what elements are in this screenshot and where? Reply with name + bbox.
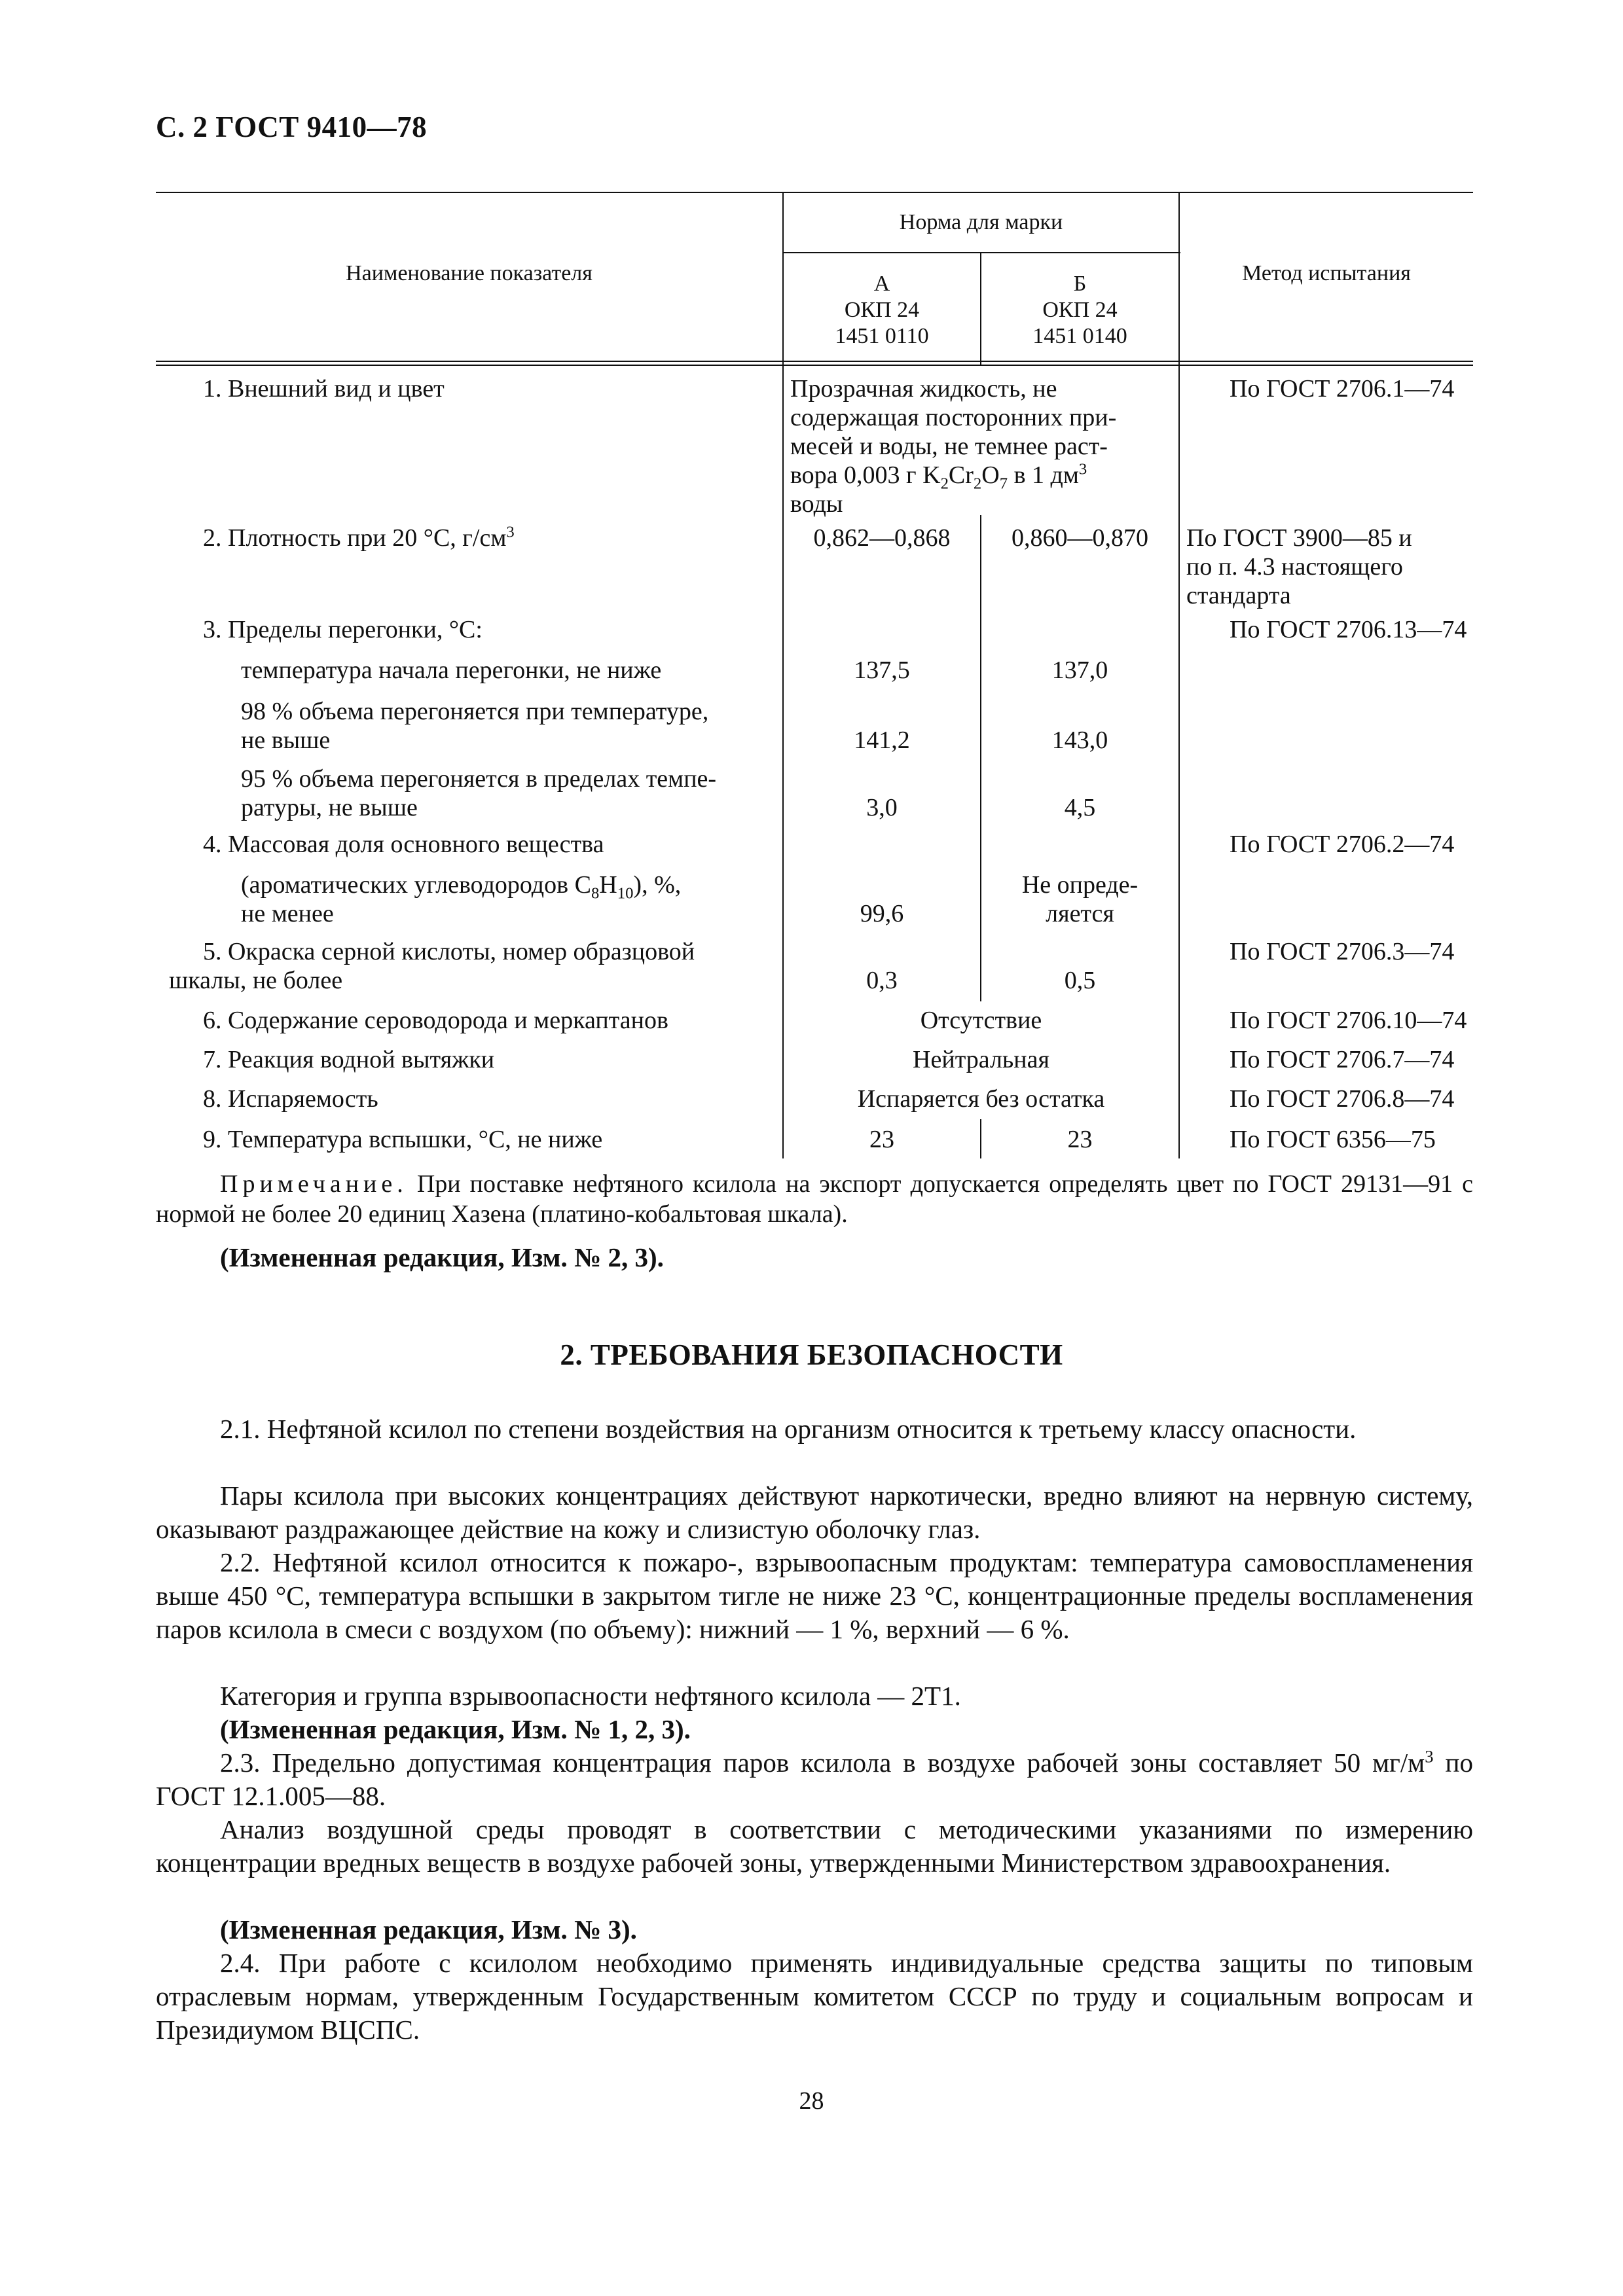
row-3-name: 3. Пределы перегонки, °С:	[203, 616, 483, 643]
header-grade-a	[784, 271, 980, 350]
row-3-95-grade-b: 4,5	[1064, 794, 1096, 821]
row-4-name: 4. Массовая доля основного вещества	[203, 831, 604, 858]
row-4-method: По ГОСТ 2706.2—74	[1230, 831, 1455, 858]
row-1-name: 1. Внешний вид и цвет	[203, 375, 445, 403]
row-2-grade-b: 0,860—0,870	[1012, 524, 1148, 552]
row-5-grade-b: 0,5	[1064, 967, 1096, 994]
row-9-name: 9. Температура вспышки, °С, не ниже	[203, 1126, 603, 1153]
paragraph-category: Категория и группа взрывоопасности нефтяного ксилола — 2Т1.	[220, 1681, 961, 1711]
revision-note-1: (Измененная редакция, Изм. № 2, 3).	[220, 1242, 664, 1272]
grade-b-code: 1451 0140	[1032, 324, 1127, 348]
paragraph-2-3: 2.3. Предельно допустимая концентрация паров ксилола в воздухе рабочей зоны составляет 50 $мг/м^3$ по ГОСТ 12.1.005—88.	[156, 1746, 1473, 1811]
column-divider-3	[1178, 192, 1180, 1158]
paragraph-2-4: 2.4. При работе с ксилолом необходимо применять индивидуальные средства защиты по типовым отраслевым нормам, утвержденным Государственным комитетом СССР по труду и социальным вопросам и Президиумом ВЦСПС.	[156, 1948, 1473, 2045]
row-7-norm: Нейтральная	[913, 1046, 1049, 1073]
row-8-name: 8. Испаряемость	[203, 1085, 378, 1113]
row-4-grade-a: 99,6	[860, 900, 904, 927]
paragraph-2-1: 2.1. Нефтяной ксилол по степени воздействия на организм относится к третьему классу опасности.	[220, 1414, 1357, 1444]
note-text: При поставке нефтяного ксилола на экспорт допускается определять цвет по ГОСТ 29131—91 с нормой не более 20 единиц Хазена (платино-кобальтовая шкала).	[156, 1170, 1473, 1228]
row-1-norm: Прозрачная жидкость, не содержащая посторонних при- месей и воды, не темнее раст- вора 0,003 г $K_2Cr_2O_7$ в 1 $дм^3$ воды	[790, 375, 1117, 518]
header-bottom-rule-1	[156, 361, 1473, 362]
row-7-method: По ГОСТ 2706.7—74	[1230, 1046, 1455, 1073]
row-3-95-grade-a: 3,0	[866, 794, 898, 821]
row-5-grade-a: 0,3	[866, 967, 898, 994]
header-grade-b	[981, 271, 1178, 350]
row-8-method: По ГОСТ 2706.8—74	[1230, 1085, 1455, 1113]
page-header: С. 2 ГОСТ 9410—78	[156, 111, 428, 143]
row-3-98-grade-b: 143,0	[1051, 726, 1108, 754]
row-5-name: 5. Окраска серной кислоты, номер образцовой шкалы, не более	[169, 938, 695, 994]
note-label: Примечание.	[220, 1170, 408, 1198]
table-top-rule	[156, 192, 1473, 193]
table-note	[156, 1169, 1473, 1229]
row-2-method: По ГОСТ 3900—85 и по п. 4.3 настоящего стандарта	[1186, 524, 1412, 609]
section-title: 2. ТРЕБОВАНИЯ БЕЗОПАСНОСТИ	[560, 1338, 1063, 1371]
row-6-name: 6. Содержание сероводорода и меркаптанов	[203, 1007, 668, 1034]
row-3-95-name: 95 % объема перегоняется в пределах темпе- ратуры, не выше	[241, 765, 717, 821]
row-3-method: По ГОСТ 2706.13—74	[1230, 616, 1467, 643]
row-3-98-grade-a: 141,2	[854, 726, 910, 754]
header-indicator: Наименование показателя	[346, 261, 593, 285]
paragraph-2-2: 2.2. Нефтяной ксилол относится к пожаро-, взрывоопасным продуктам: температура самовоспламенения выше 450 °С, температура вспышки в закрытом тигле не ниже 23 °С, концентрационные пределы воспламенения паров ксилола в смеси с воздухом (по объему): нижний — 1 %, верхний — 6 %.	[156, 1547, 1473, 1644]
row-4-aromatics-name: (ароматических углеводородов $C_8H_{10}$), %, не менее	[241, 871, 682, 927]
revision-note-2: (Измененная редакция, Изм. № 1, 2, 3).	[220, 1714, 691, 1744]
row-6-method: По ГОСТ 2706.10—74	[1230, 1007, 1467, 1034]
row-3-start-temp-grade-a: 137,5	[854, 656, 910, 684]
grade-b-letter: Б	[1073, 272, 1087, 296]
row-6-norm: Отсутствие	[920, 1007, 1042, 1034]
grade-a-okp: ОКП 24	[844, 298, 920, 322]
row-2-name: 2. Плотность при 20 °С, $г/см^3$	[203, 523, 515, 552]
row-9-grade-a: 23	[869, 1126, 894, 1153]
paragraph-analysis: Анализ воздушной среды проводят в соответствии с методическими указаниями по измерению концентрации вредных веществ в воздухе рабочей зоны, утвержденными Министерством здравоохранения.	[156, 1814, 1473, 1878]
row-7-name: 7. Реакция водной вытяжки	[203, 1046, 495, 1073]
row-9-method: По ГОСТ 6356—75	[1230, 1126, 1436, 1153]
row-5-method: По ГОСТ 2706.3—74	[1230, 938, 1455, 965]
row-3-98-name: 98 % объема перегоняется при температуре, не выше	[241, 698, 709, 754]
grade-a-code: 1451 0110	[835, 324, 929, 348]
grade-b-okp: ОКП 24	[1042, 298, 1118, 322]
header-bottom-rule-2	[156, 365, 1473, 366]
header-norm: Норма для марки	[899, 210, 1063, 234]
row-4-grade-b: Не опреде- ляется	[1021, 871, 1139, 927]
page-number: 28	[799, 2087, 824, 2115]
revision-note-3: (Измененная редакция, Изм. № 3).	[220, 1914, 637, 1945]
row-1-method: По ГОСТ 2706.1—74	[1230, 375, 1455, 403]
row-3-start-temp-grade-b: 137,0	[1051, 656, 1108, 684]
row-9-grade-b: 23	[1067, 1126, 1093, 1153]
column-divider-2-body-a	[980, 515, 981, 1001]
row-3-start-temp-name: температура начала перегонки, не ниже	[241, 656, 662, 684]
grade-a-letter: А	[873, 272, 890, 296]
header-method: Метод испытания	[1242, 261, 1411, 285]
header-sub-rule	[782, 252, 1180, 253]
paragraph-vapors: Пары ксилола при высоких концентрациях действуют наркотически, вредно влияют на нервную систему, оказывают раздражающее действие на кожу и слизистую оболочку глаз.	[156, 1480, 1473, 1544]
row-8-norm: Испаряется без остатка	[857, 1085, 1105, 1113]
row-2-grade-a: 0,862—0,868	[813, 524, 951, 552]
